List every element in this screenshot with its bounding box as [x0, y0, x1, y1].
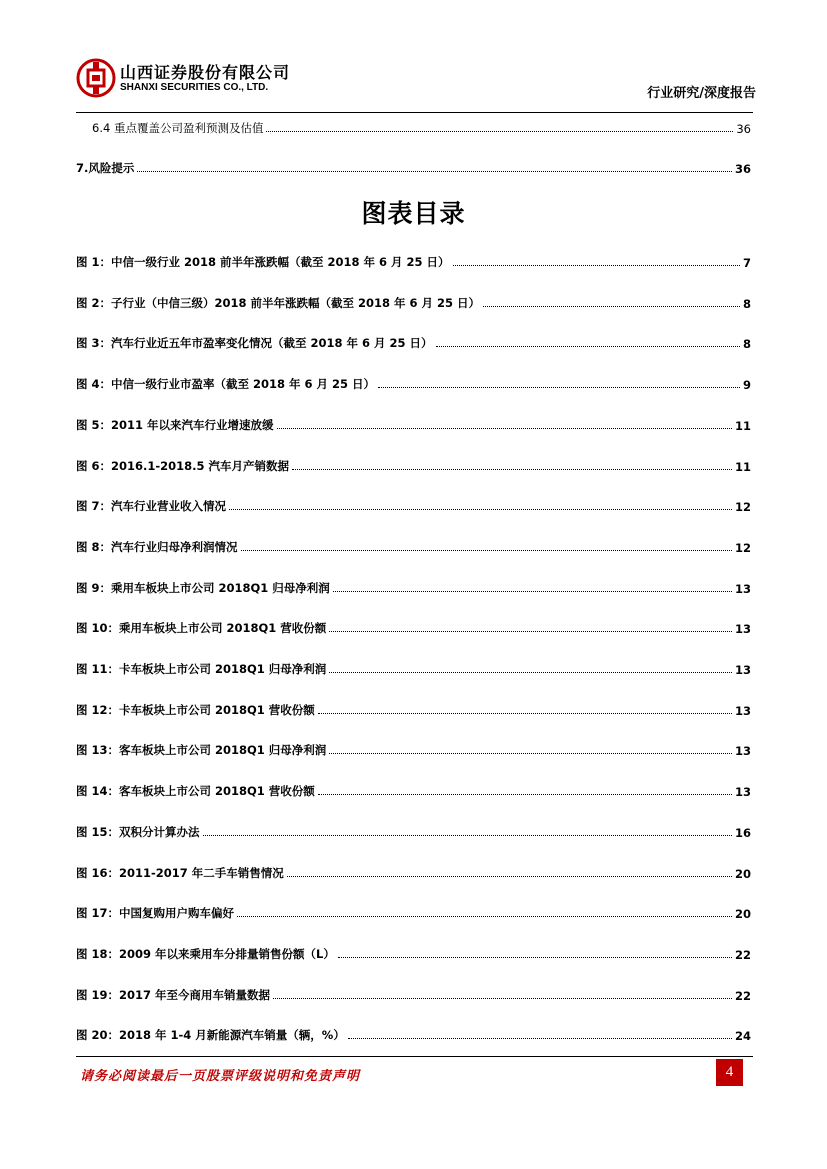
figure-entry-label: 图 16：2011-2017 年二手车销售情况 [76, 865, 284, 880]
figure-entry[interactable] [76, 903, 751, 921]
figure-entry-label: 图 9：乘用车板块上市公司 2018Q1 归母净利润 [76, 580, 330, 595]
leader-dots [229, 509, 732, 510]
figure-entry[interactable] [76, 781, 751, 799]
footer-divider [76, 1056, 753, 1057]
toc-entry[interactable] [76, 158, 751, 176]
figure-entry-label: 图 6：2016.1-2018.5 汽车月产销数据 [76, 458, 290, 473]
page-number: 4 [716, 1059, 743, 1086]
figures-list-title: 图表目录 [361, 199, 466, 228]
figure-entry[interactable] [76, 944, 751, 962]
figure-entry-page: 24 [734, 1029, 751, 1044]
company-logo-icon [76, 58, 116, 98]
page-header [76, 56, 756, 112]
figure-entry-label: 图 17：中国复购用户购车偏好 [76, 906, 235, 921]
leader-dots [266, 131, 733, 132]
leader-dots [329, 753, 732, 754]
figure-entry[interactable] [76, 985, 751, 1003]
toc-entry-label: 7.风险提示 [76, 161, 135, 175]
figure-entry[interactable] [76, 659, 751, 677]
leader-dots [333, 591, 732, 592]
figure-entry[interactable] [76, 700, 751, 718]
figure-entry[interactable] [76, 863, 751, 881]
figure-entry[interactable] [76, 293, 751, 311]
figure-entry[interactable] [76, 415, 751, 433]
leader-dots [378, 387, 740, 388]
figure-entry-label: 图 12：卡车板块上市公司 2018Q1 营收份额 [76, 702, 315, 717]
leader-dots [436, 346, 740, 347]
leader-dots [318, 713, 732, 714]
figure-entry-page: 9 [742, 378, 751, 393]
leader-dots [318, 794, 732, 795]
figure-entry[interactable] [76, 1025, 751, 1043]
figure-entry-label: 图 19：2017 年至今商用车销量数据 [76, 987, 271, 1002]
figure-entry-label: 图 8：汽车行业归母净利润情况 [76, 539, 238, 554]
company-name-cn: 山西证券股份有限公司 [120, 63, 291, 82]
figure-entry-page: 11 [734, 459, 751, 474]
figure-entry-label: 图 2：子行业（中信三级）2018 前半年涨跌幅（截至 2018 年 6 月 25 日） [76, 295, 481, 310]
figure-entry-page: 20 [734, 907, 751, 922]
leader-dots [338, 957, 732, 958]
figure-entry[interactable] [76, 578, 751, 596]
figure-entry-page: 22 [734, 988, 751, 1003]
leader-dots [237, 916, 732, 917]
figure-entry-page: 7 [742, 256, 751, 270]
leader-dots [292, 469, 732, 470]
leader-dots [273, 998, 732, 999]
toc-entry[interactable] [92, 118, 751, 136]
toc-entry-label: 6.4 重点覆盖公司盈利预测及估值 [92, 121, 264, 135]
figure-entry-page: 12 [734, 540, 751, 555]
figure-entry-page: 16 [734, 825, 751, 840]
figure-entry[interactable] [76, 333, 751, 351]
figure-entry[interactable] [76, 740, 751, 758]
figure-entry-label: 图 15：双积分计算办法 [76, 824, 200, 839]
toc-entry-page: 36 [734, 162, 751, 176]
figure-entry-page: 13 [734, 581, 751, 596]
figure-entry-label: 图 3：汽车行业近五年市盈率变化情况（截至 2018 年 6 月 25 日） [76, 336, 433, 351]
toc-entry-page: 36 [736, 122, 751, 136]
figure-entry-label: 图 1：中信一级行业 2018 前半年涨跌幅（截至 2018 年 6 月 25 日） [76, 255, 450, 269]
figure-entry[interactable] [76, 252, 751, 270]
figure-entry-label: 图 7：汽车行业营业收入情况 [76, 499, 227, 514]
figure-entry-page: 13 [734, 703, 751, 718]
company-name-en: SHANXI SECURITIES CO., LTD. [120, 82, 269, 93]
figure-entry[interactable] [76, 537, 751, 555]
figure-entry[interactable] [76, 822, 751, 840]
figure-entry-page: 13 [734, 663, 751, 677]
leader-dots [329, 631, 732, 632]
figure-entry-label: 图 18：2009 年以来乘用车分排量销售份额（L） [76, 946, 335, 961]
leader-dots [453, 265, 740, 266]
leader-dots [287, 876, 732, 877]
figure-entry-page: 13 [734, 785, 751, 800]
figure-entry-page: 20 [734, 866, 751, 881]
figure-entry-label: 图 20：2018 年 1-4 月新能源汽车销量（辆，%） [76, 1028, 345, 1043]
figure-entry-label: 图 10：乘用车板块上市公司 2018Q1 营收份额 [76, 621, 327, 636]
figure-entry-page: 8 [742, 337, 751, 352]
figure-entry[interactable] [76, 618, 751, 636]
figure-entry-label: 图 11：卡车板块上市公司 2018Q1 归母净利润 [76, 662, 327, 676]
figure-entry-label: 图 5：2011 年以来汽车行业增速放缓 [76, 417, 274, 432]
leader-dots [483, 306, 740, 307]
figure-entry[interactable] [76, 374, 751, 392]
leader-dots [329, 672, 732, 673]
leader-dots [203, 835, 732, 836]
figure-entry-label: 图 13：客车板块上市公司 2018Q1 归母净利润 [76, 743, 327, 758]
report-type: 行业研究/深度报告 [647, 86, 756, 101]
figure-entry-page: 8 [742, 296, 751, 311]
figure-entry-label: 图 14：客车板块上市公司 2018Q1 营收份额 [76, 784, 315, 799]
leader-dots [277, 428, 732, 429]
figure-entry-page: 13 [734, 744, 751, 759]
figure-entry-page: 13 [734, 622, 751, 637]
figure-entry[interactable] [76, 456, 751, 474]
header-divider [76, 112, 753, 113]
figure-entry-label: 图 4：中信一级行业市盈率（截至 2018 年 6 月 25 日） [76, 377, 376, 392]
disclaimer-text: 请务必阅读最后一页股票评级说明和免责声明 [80, 1069, 361, 1084]
figure-entry-page: 11 [734, 418, 751, 433]
figure-entry-page: 22 [734, 947, 751, 962]
figure-entry-page: 12 [734, 500, 751, 515]
leader-dots [241, 550, 732, 551]
leader-dots [137, 171, 732, 172]
leader-dots [348, 1038, 732, 1039]
figure-entry[interactable] [76, 496, 751, 514]
